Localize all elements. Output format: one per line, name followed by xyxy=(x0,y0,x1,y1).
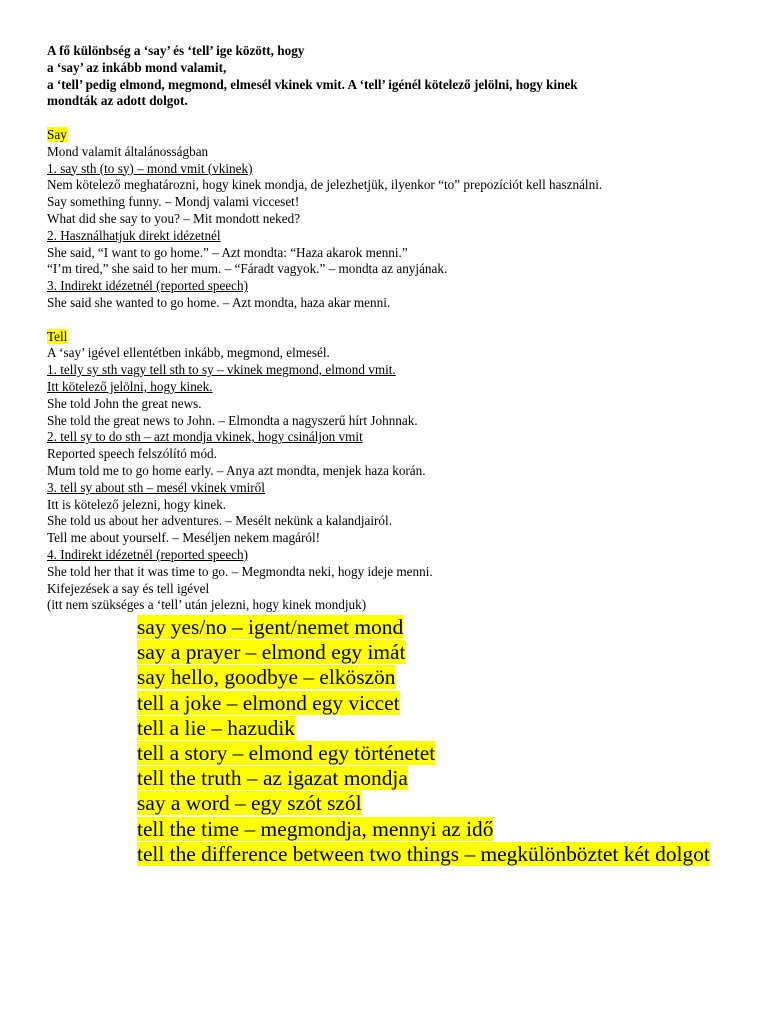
say-section-title: Say xyxy=(47,126,67,142)
say-intro: Mond valamit általánosságban xyxy=(47,143,209,159)
tell-intro: A ‘say’ igével ellentétben inkább, megmond, elmesél. xyxy=(47,345,330,361)
spacer xyxy=(47,110,727,127)
say-subheading-1: 1. say sth (to sy) – mond vmit (vkinek) xyxy=(47,160,253,176)
header-line: mondták az adott dolgot. xyxy=(47,93,188,109)
expression-item: say yes/no – igent/nemet mond xyxy=(137,615,404,639)
tell-text-line: Mum told me to go home early. – Anya azt mondta, menjek haza korán. xyxy=(47,462,426,478)
say-text-line: What did she say to you? – Mit mondott neked? xyxy=(47,210,301,226)
tell-section xyxy=(47,329,727,581)
tell-text-line: Reported speech felszólító mód. xyxy=(47,446,217,462)
say-text-line: Nem kötelező meghatározni, hogy kinek mondja, de jelezhetjük, ilyenkor “to” prepozíciót kell használni. xyxy=(47,177,603,193)
expression-item: tell the difference between two things – megkülönböztet két dolgot xyxy=(137,841,710,866)
say-subheading-2: 2. Használhatjuk direkt idézetnél xyxy=(47,227,221,243)
expression-item: tell a lie – hazudik xyxy=(137,715,295,740)
tell-subheading-4: 4. Indirekt idézetnél (reported speech) xyxy=(47,546,249,562)
tell-text-line: She told John the great news. xyxy=(47,395,202,411)
say-subheading-3: 3. Indirekt idézetnél (reported speech) xyxy=(47,278,249,294)
tell-subheading-1: 1. telly sy sth vagy tell sth to sy – vkinek megmond, elmond vmit. xyxy=(47,362,396,378)
expression-item: say hello, goodbye – elköszön xyxy=(137,665,396,690)
expressions-list xyxy=(137,615,737,867)
tell-text-line: Itt is kötelező jelezni, hogy kinek. xyxy=(47,496,227,512)
say-text-line: She said, “I want to go home.” – Azt mondta: “Haza akarok menni.” xyxy=(47,244,408,260)
expression-item: tell a joke – elmond egy viccet xyxy=(137,690,400,715)
intro-header xyxy=(47,43,727,110)
header-line: a ‘tell’ pedig elmond, megmond, elmesél vkinek vmit. A ‘tell’ igénél kötelező jelölni, hogy kinek xyxy=(47,76,578,92)
expression-item: say a word – egy szót szól xyxy=(137,791,362,816)
expressions-note: (itt nem szükséges a ‘tell’ után jelezni, hogy kinek mondjuk) xyxy=(47,597,367,613)
say-text-line: “I’m tired,” she said to her mum. – “Fáradt vagyok.” – mondta az anyjának. xyxy=(47,261,448,277)
expression-item: tell the time – megmondja, mennyi az idő xyxy=(137,816,494,841)
expression-item: say a prayer – elmond egy imát xyxy=(137,640,406,665)
say-section xyxy=(47,127,727,312)
tell-text-line: Tell me about yourself. – Meséljen nekem magáról! xyxy=(47,530,320,546)
say-text-line: She said she wanted to go home. – Azt mondta, haza akar menni. xyxy=(47,294,391,310)
expressions-intro xyxy=(47,581,727,615)
expressions-title: Kifejezések a say és tell igével xyxy=(47,580,210,596)
expression-item: tell a story – elmond egy történetet xyxy=(137,741,436,766)
say-text-line: Say something funny. – Mondj valami vicceset! xyxy=(47,194,300,210)
document-body xyxy=(47,43,727,614)
tell-subheading-3: 3. tell sy about sth – mesél vkinek vmiről xyxy=(47,479,265,495)
tell-subheading-1-note: Itt kötelező jelölni, hogy kinek. xyxy=(47,378,213,394)
header-line: a ‘say’ az inkább mond valamit, xyxy=(47,59,227,75)
tell-text-line: She told her that it was time to go. – Megmondta neki, hogy ideje menni. xyxy=(47,563,433,579)
tell-text-line: She told us about her adventures. – Mesélt nekünk a kalandjairól. xyxy=(47,513,392,529)
tell-section-title: Tell xyxy=(47,328,68,344)
header-line: A fő különbség a ‘say’ és ‘tell’ ige között, hogy xyxy=(47,43,305,58)
expression-item: tell the truth – az igazat mondja xyxy=(137,766,408,791)
spacer xyxy=(47,312,727,329)
tell-text-line: She told the great news to John. – Elmondta a nagyszerű hírt Johnnak. xyxy=(47,412,418,428)
tell-subheading-2: 2. tell sy to do sth – azt mondja vkinek, hogy csináljon vmit xyxy=(47,429,363,445)
